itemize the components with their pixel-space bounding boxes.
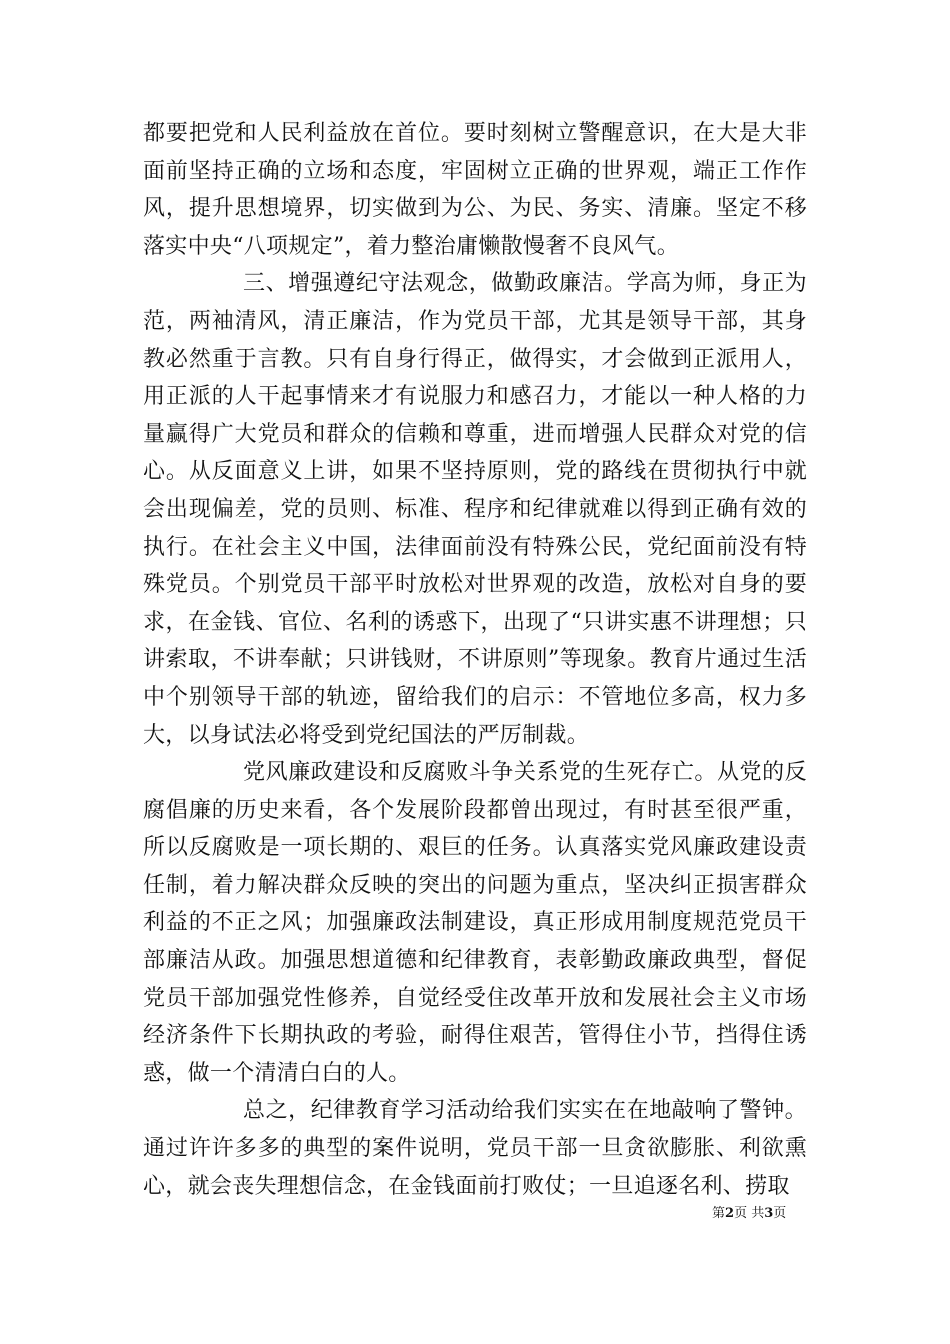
footer-middle: 页 共 xyxy=(734,1206,765,1221)
footer-total-pages: 3 xyxy=(764,1206,774,1221)
paragraph-anti-corruption: 党风廉政建设和反腐败斗争关系党的生死存亡。从党的反腐倡廉的历史来看，各个发展阶段都曾出现过，有时甚至很严重，所以反腐败是一项长期的、艰巨的任务。认真落实党风廉政建设责任制，着力解决群众反映的突出的问题为重点，坚决纠正损害群众利益的不正之风；加强廉政法制建设，真正形成用制度规范党员干部廉洁从政。加强思想道德和纪律教育，表彰勤政廉政典型，督促党员干部加强党性修养，自觉经受住改革开放和发展社会主义市场经济条件下长期执政的考验，耐得住艰苦，管得住小节，挡得住诱惑，做一个清清白白的人。 xyxy=(143,760,807,1086)
footer-suffix: 页 xyxy=(773,1206,787,1221)
footer-prefix: 第 xyxy=(712,1206,726,1221)
document-body xyxy=(143,115,807,1205)
paragraph-conclusion: 总之，纪律教育学习活动给我们实实在在地敲响了警钟。通过许许多多的典型的案件说明，党员干部一旦贪欲膨胀、利欲熏心，就会丧失理想信念，在金钱面前打败仗；一旦追逐名利、捞取 xyxy=(143,1098,807,1199)
page-footer xyxy=(712,1206,786,1222)
paragraph-continuation: 都要把党和人民利益放在首位。要时刻树立警醒意识，在大是大非面前坚持正确的立场和态度，牢固树立正确的世界观，端正工作作风，提升思想境界，切实做到为公、为民、务实、清廉。坚定不移落实中央“八项规定”，着力整治庸懒散慢奢不良风气。 xyxy=(143,121,807,259)
paragraph-section-three: 三、增强遵纪守法观念，做勤政廉洁。学高为师，身正为范，两袖清风，清正廉洁，作为党员干部，尤其是领导干部，其身教必然重于言教。只有自身行得正，做得实，才会做到正派用人，用正派的人干起事情来才有说服力和感召力，才能以一种人格的力量赢得广大党员和群众的信赖和尊重，进而增强人民群众对党的信心。从反面意义上讲，如果不坚持原则，党的路线在贯彻执行中就会出现偏差，党的员则、标准、程序和纪律就难以得到正确有效的执行。在社会主义中国，法律面前没有特殊公民，党纪面前没有特殊党员。个别党员干部平时放松对世界观的改造，放松对自身的要求，在金钱、官位、名利的诱惑下，出现了“只讲实惠不讲理想；只讲索取，不讲奉献；只讲钱财，不讲原则”等现象。教育片通过生活中个别领导干部的轨迹，留给我们的启示：不管地位多高，权力多大，以身试法必将受到党纪国法的严厉制裁。 xyxy=(143,271,807,748)
footer-current-page: 2 xyxy=(725,1206,735,1221)
